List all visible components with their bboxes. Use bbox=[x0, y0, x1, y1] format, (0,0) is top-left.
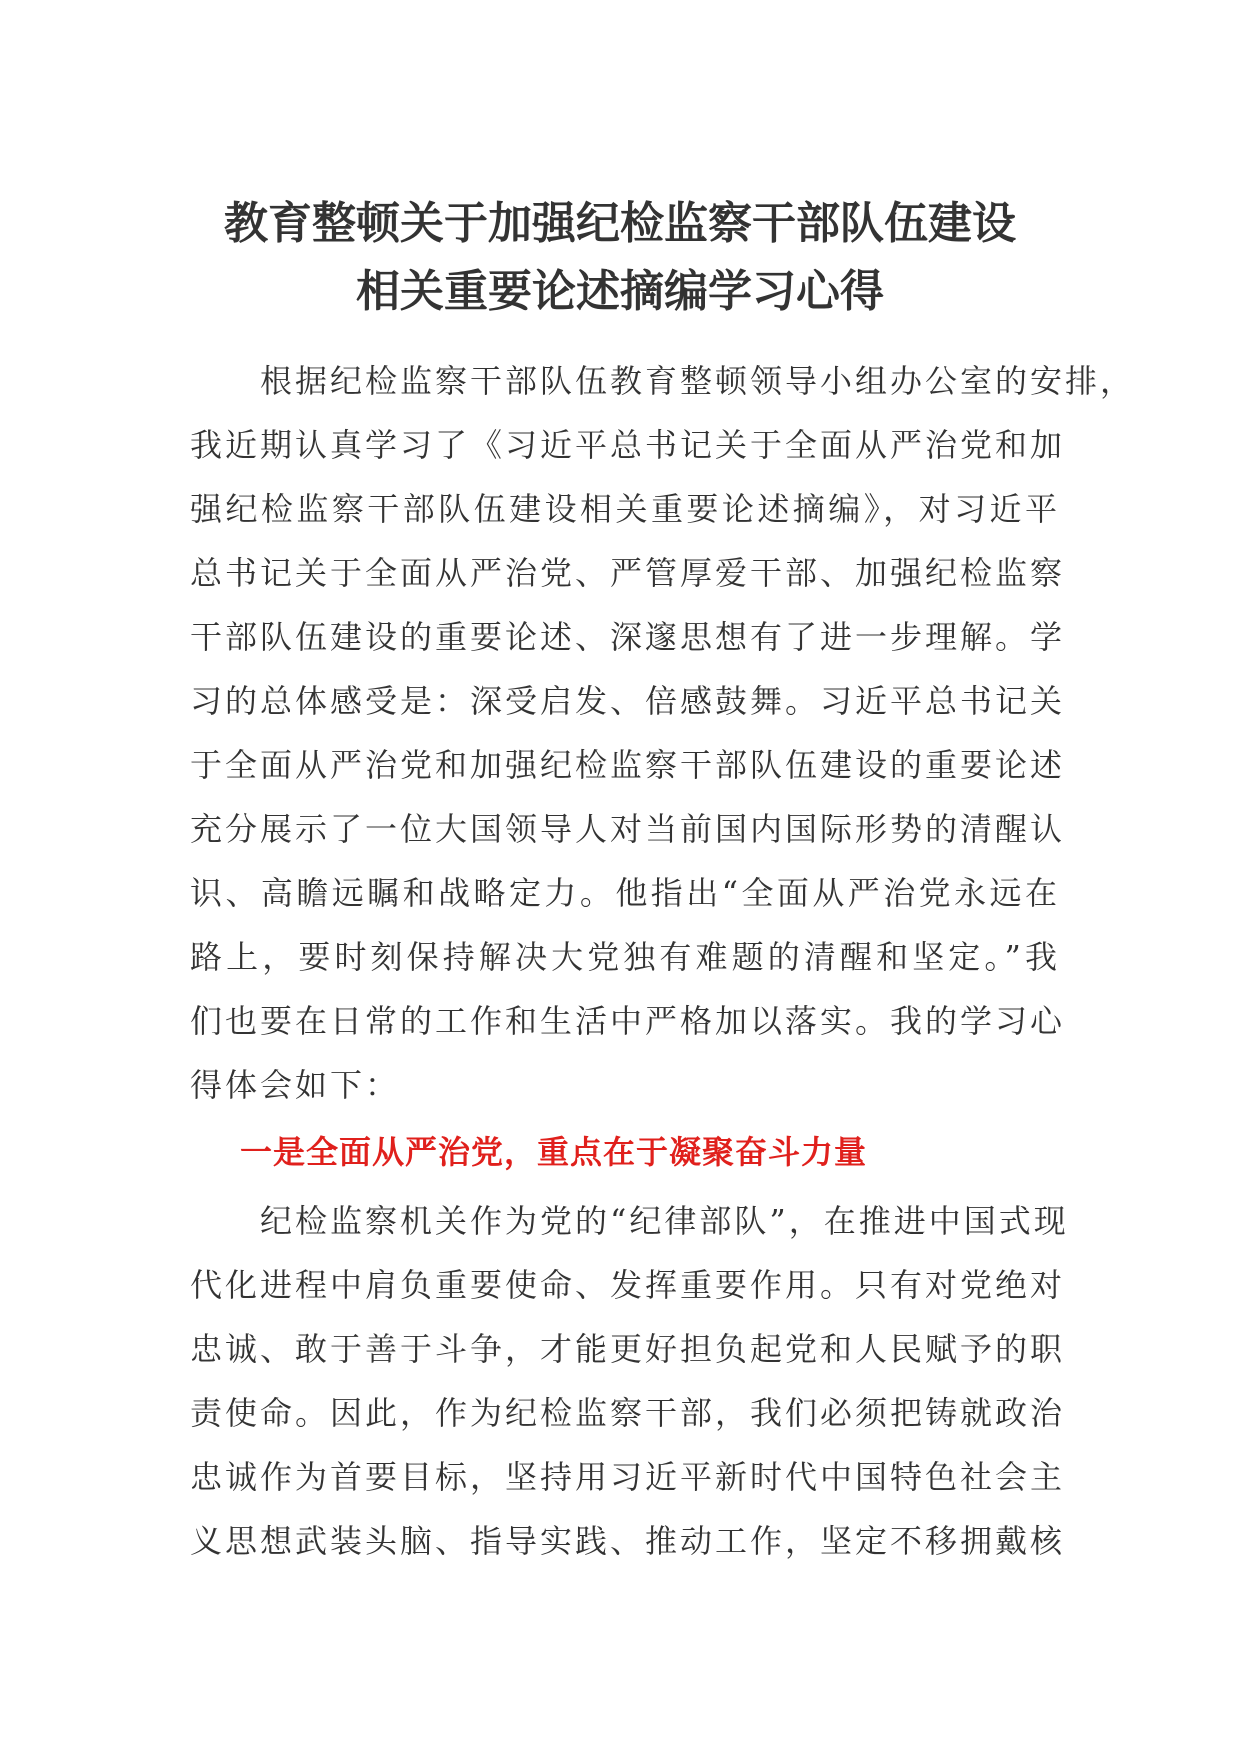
paragraph-line: 习的总体感受是：深受启发、倍感鼓舞。习近平总书记关 bbox=[190, 682, 1066, 720]
paragraph-line: 充分展示了一位大国领导人对当前国内国际形势的清醒认 bbox=[190, 810, 1066, 848]
paragraph-line: 责使命。因此，作为纪检监察干部，我们必须把铸就政治 bbox=[190, 1394, 1066, 1432]
section-heading: 一是全面从严治党，重点在于凝聚奋斗力量 bbox=[240, 1133, 868, 1171]
paragraph-intro bbox=[190, 349, 1136, 1117]
paragraph-line: 我近期认真学习了《习近平总书记关于全面从严治党和加 bbox=[190, 426, 1066, 464]
paragraph-line: 根据纪检监察干部队伍教育整顿领导小组办公室的安排， bbox=[190, 362, 1136, 400]
document-title bbox=[190, 190, 1050, 326]
paragraph-line: 路上，要时刻保持解决大党独有难题的清醒和坚定。”我 bbox=[190, 938, 1060, 976]
paragraph-line: 得体会如下： bbox=[190, 1066, 401, 1104]
paragraph-line: 干部队伍建设的重要论述、深邃思想有了进一步理解。学 bbox=[190, 618, 1066, 656]
paragraph-line: 代化进程中肩负重要使命、发挥重要作用。只有对党绝对 bbox=[190, 1266, 1066, 1304]
title-line-1: 教育整顿关于加强纪检监察干部队伍建设 bbox=[224, 198, 1016, 249]
paragraph-line: 忠诚作为首要目标，坚持用习近平新时代中国特色社会主 bbox=[190, 1458, 1066, 1496]
paragraph-line: 总书记关于全面从严治党、严管厚爱干部、加强纪检监察 bbox=[190, 554, 1066, 592]
title-line-2: 相关重要论述摘编学习心得 bbox=[356, 266, 884, 317]
paragraph-line: 纪检监察机关作为党的“纪律部队”，在推进中国式现 bbox=[190, 1202, 1069, 1240]
paragraph-line: 于全面从严治党和加强纪检监察干部队伍建设的重要论述 bbox=[190, 746, 1066, 784]
paragraph-line: 忠诚、敢于善于斗争，才能更好担负起党和人民赋予的职 bbox=[190, 1330, 1066, 1368]
paragraph-line: 强纪检监察干部队伍建设相关重要论述摘编》，对习近平 bbox=[190, 490, 1060, 528]
paragraph-line: 识、高瞻远瞩和战略定力。他指出“全面从严治党永远在 bbox=[190, 874, 1060, 912]
paragraph-line: 义思想武装头脑、指导实践、推动工作，坚定不移拥戴核 bbox=[190, 1522, 1066, 1560]
paragraph-section-one bbox=[190, 1189, 1069, 1573]
paragraph-line: 们也要在日常的工作和生活中严格加以落实。我的学习心 bbox=[190, 1002, 1066, 1040]
